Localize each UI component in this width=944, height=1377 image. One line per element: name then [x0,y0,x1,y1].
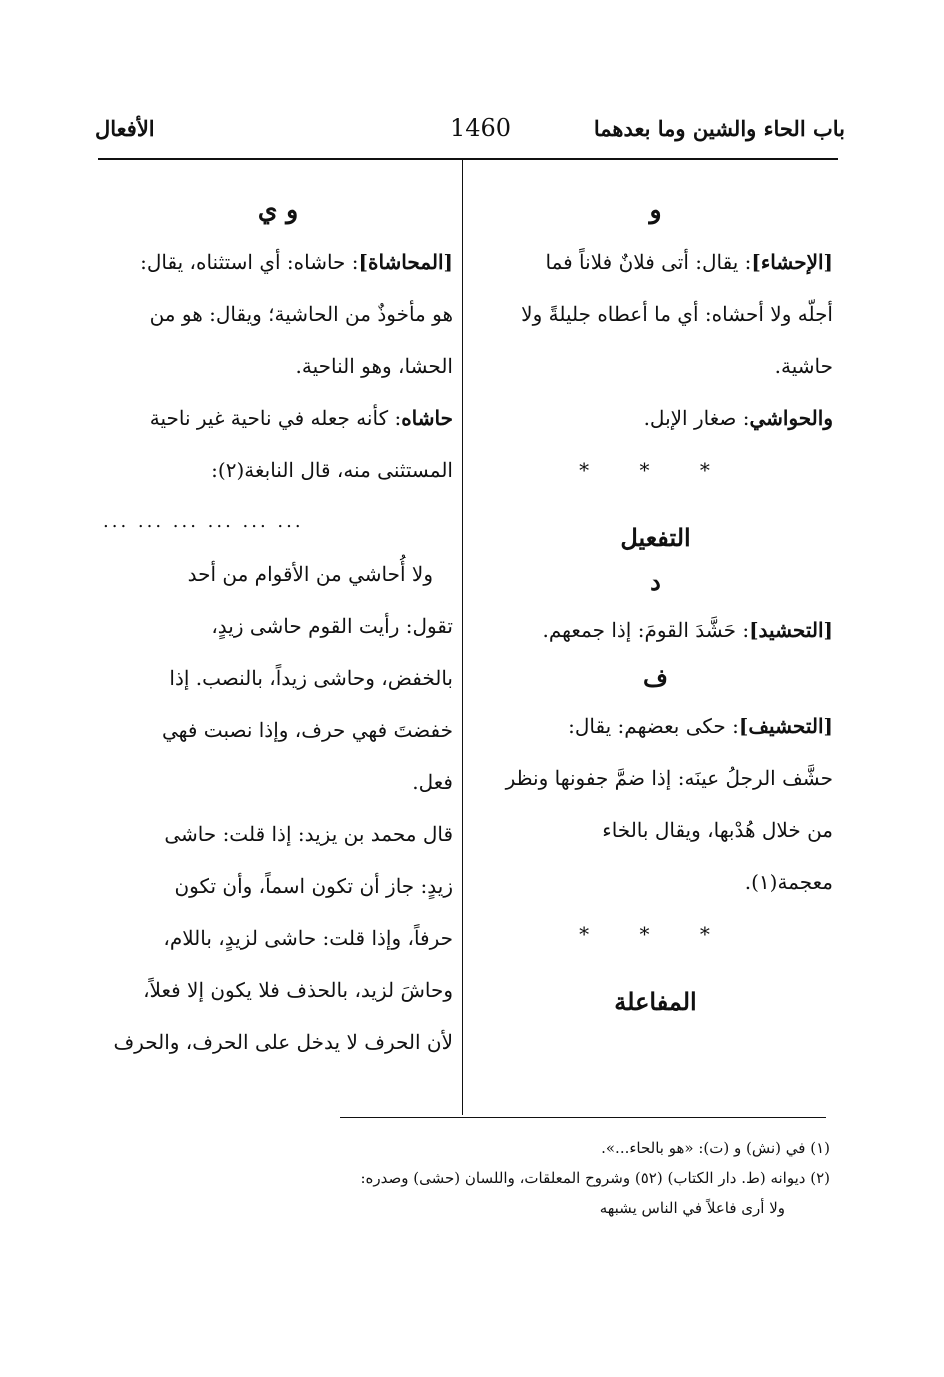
entry-ihsha-line-3: حاشية. [774,354,833,378]
entry-label-tahshid: [التحشيد] [749,618,833,642]
entry-tahshif-line-4: معجمة(١). [744,870,833,894]
column-divider [462,160,463,1115]
mubarrad-line-5: لأن الحرف لا يدخل على الحرف، والحرف [113,1030,453,1054]
section-separator: * * * [579,922,732,946]
entry-text: : كأنه جعله في ناحية غير ناحية [149,406,402,430]
entry-hashah-line-1 [103,392,453,444]
mubarrad-line-2: زيدٍ: جاز أن تكون اسماً، وأن تكون [174,874,453,898]
verse-ellipsis: ... ... ... ... ... ... [103,511,304,532]
footnotes [270,1133,830,1223]
entry-tahshif-line-1 [478,700,833,752]
example-line-1: تقول: رأيت القوم حاشى زيدٍ، [211,614,453,638]
mubarrad-line-4: وحاشَ لزيد، بالحذف فلا يكون إلا فعلاً، [143,978,453,1002]
heading-tafeel: التفعيل [620,523,691,552]
right-column [478,190,833,1024]
entry-tahshif-line-3: من خلال هُدْبها، ويقال بالخاء [602,818,833,842]
entry-tahshif-line-2: حشَّف الرجلُ عينَه: إذا ضمَّ جفونها ونظر [505,766,833,790]
entry-label-ihsha: [الإحشاء] [751,250,833,274]
entry-text: : حَشَّدَ القومَ: إذا جمعهم. [542,618,750,642]
entry-hashah-line-2: المستثنى منه، قال النابغة(٢): [211,458,453,482]
page-number: 1460 [450,114,512,142]
entry-text: : حكى بعضهم: يقال: [568,714,739,738]
entry-hawashi [478,392,833,444]
entry-label-tahshif: [التحشيف] [738,714,833,738]
footnote-1: (١) في (نش) و (ت): «هو بالحاء...». [601,1139,830,1157]
entry-label-muhashat: [المحاشاة] [358,250,453,274]
mubarrad-line-1: قال محمد بن يزيد: إذا قلت: حاشى [164,822,453,846]
left-column [103,190,453,1068]
header-rule [98,158,838,160]
example-line-3: خفضتَ فهي حرف، وإذا نصبت فهي [162,718,453,742]
verse-line: ولا أُحاشي من الأقوام من أحد [187,562,433,586]
entry-tahshid [478,604,833,656]
entry-muhashat-line-1 [103,236,453,288]
mubarrad-line-3: حرفاً، وإذا قلت: حاشى لزيدٍ، باللام، [163,926,453,950]
heading-waw: و [649,195,662,224]
entry-muhashat-line-2: هو مأخوذٌ من الحاشية؛ ويقال: هو من [149,302,453,326]
entry-label-hawashi: والحواشي [749,406,833,430]
entry-ihsha-line-1 [478,236,833,288]
footnote-rule [340,1117,826,1118]
entry-ihsha-line-2: أجلّه ولا أحشاه: أي ما أعطاه جليلةً ولا [521,302,833,326]
footnote-2-verse: ولا أرى فاعلاً في الناس يشبهه [599,1199,785,1217]
entry-muhashat-line-3: الحشا، وهو الناحية. [295,354,453,378]
heading-dal: د [650,567,661,596]
entry-text: : حاشاه: أي استثناه، يقال: [140,250,359,274]
chapter-title: باب الحاء والشين وما بعدهما [593,116,845,141]
heading-mufaala: المفاعلة [614,987,697,1016]
section-title: الأفعال [95,116,155,141]
heading-fa: ف [643,663,668,692]
section-separator: * * * [579,458,732,482]
example-line-2: بالخفض، وحاشى زيداً، بالنصب. إذا [169,666,453,690]
entry-text: : صغار الإبل. [643,406,750,430]
page-header [95,112,845,152]
footnote-2: (٢) ديوانه (ط. دار الكتاب) (٥٢) وشروح المعلقات، واللسان (حشى) وصدره: [360,1169,830,1187]
heading-waw-ya: و ي [257,195,299,224]
entry-label-hashah: حاشاه [401,406,453,430]
example-line-4: فعل. [412,770,453,794]
entry-text: : يقال: أتى فلانٌ فلاناً فما [545,250,752,274]
